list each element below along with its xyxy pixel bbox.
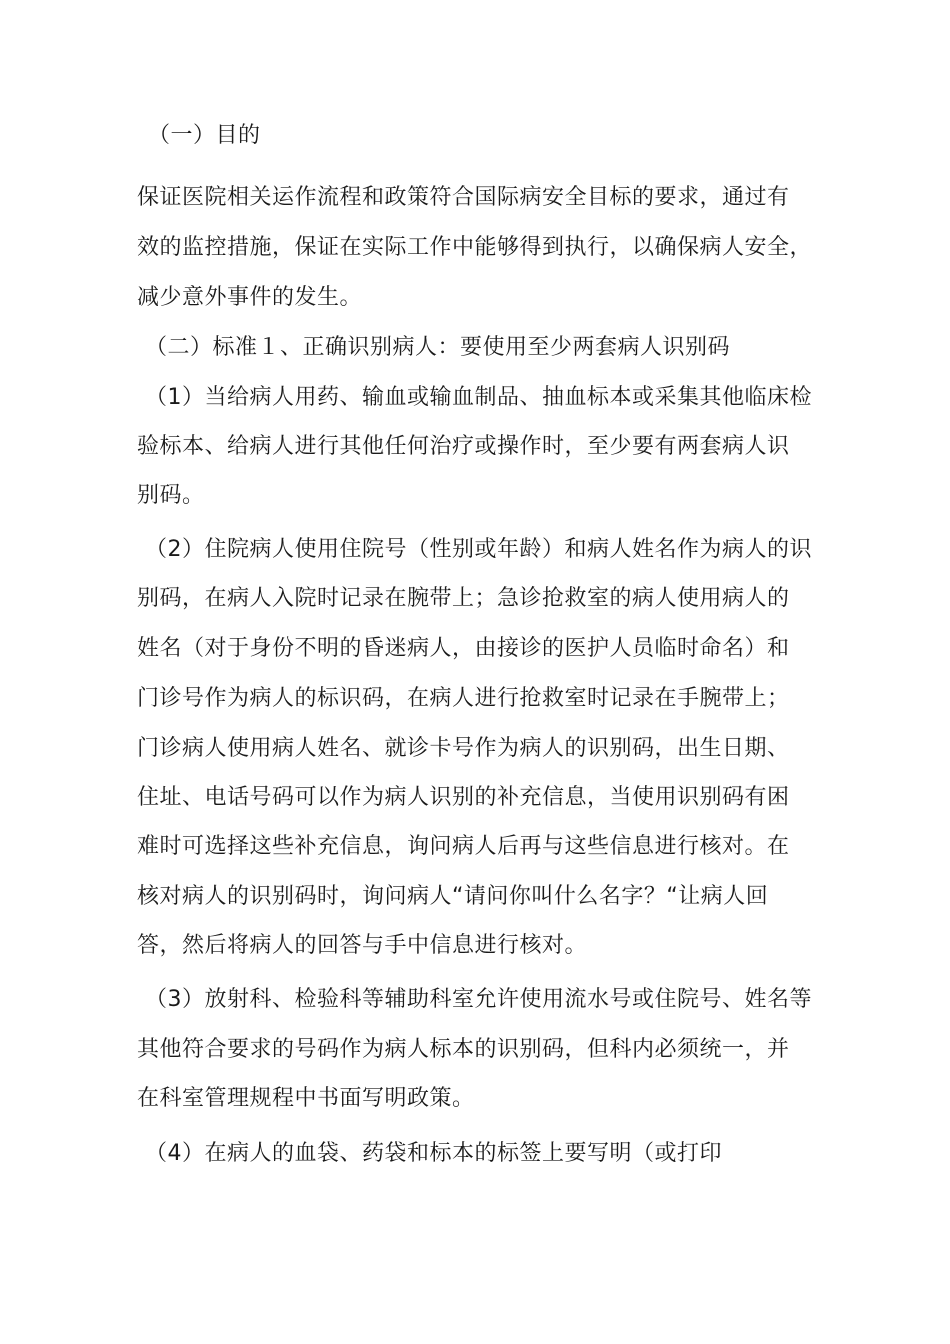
paragraph-line: 减少意外事件的发生。 <box>137 285 363 310</box>
paragraph-line: 保证医院相关运作流程和政策符合国际病安全目标的要求，通过有 <box>137 185 790 210</box>
paragraph-line: 门诊号作为病人的标识码，在病人进行抢救室时记录在手腕带上； <box>137 686 790 711</box>
section-heading-purpose: （一）目的 <box>148 123 261 148</box>
paragraph-line: 住址、电话号码可以作为病人识别的补充信息，当使用识别码有困 <box>137 785 790 810</box>
paragraph-line: 在科室管理规程中书面写明政策。 <box>137 1086 475 1111</box>
paragraph-line: 难时可选择这些补充信息，询问病人后再与这些信息进行核对。在 <box>137 834 790 859</box>
paragraph-line: 姓名（对于身份不明的昏迷病人，由接诊的医护人员临时命名）和 <box>137 636 790 661</box>
paragraph-line: （2）住院病人使用住院号（性别或年龄）和病人姓名作为病人的识 <box>145 537 812 562</box>
paragraph-line: （4）在病人的血袋、药袋和标本的标签上要写明（或打印 <box>145 1141 722 1166</box>
paragraph-line: 效的监控措施，保证在实际工作中能够得到执行，以确保病人安全， <box>137 235 813 260</box>
paragraph-line: （3）放射科、检验科等辅助科室允许使用流水号或住院号、姓名等 <box>145 987 812 1012</box>
paragraph-line: 其他符合要求的号码作为病人标本的识别码，但科内必须统一，并 <box>137 1037 790 1062</box>
section-heading-standard-1: （二）标准１、正确识别病人：要使用至少两套病人识别码 <box>145 335 731 360</box>
paragraph-line: 别码，在病人入院时记录在腕带上；急诊抢救室的病人使用病人的 <box>137 586 790 611</box>
paragraph-line: 别码。 <box>137 483 205 508</box>
paragraph-line: 门诊病人使用病人姓名、就诊卡号作为病人的识别码，出生日期、 <box>137 736 790 761</box>
paragraph-line: 核对病人的识别码时，询问病人“请问你叫什么名字？“让病人回 <box>137 884 769 909</box>
paragraph-line: 验标本、给病人进行其他任何治疗或操作时，至少要有两套病人识 <box>137 434 790 459</box>
paragraph-line: 答，然后将病人的回答与手中信息进行核对。 <box>137 933 588 958</box>
paragraph-line: （1）当给病人用药、输血或输血制品、抽血标本或采集其他临床检 <box>145 385 812 410</box>
